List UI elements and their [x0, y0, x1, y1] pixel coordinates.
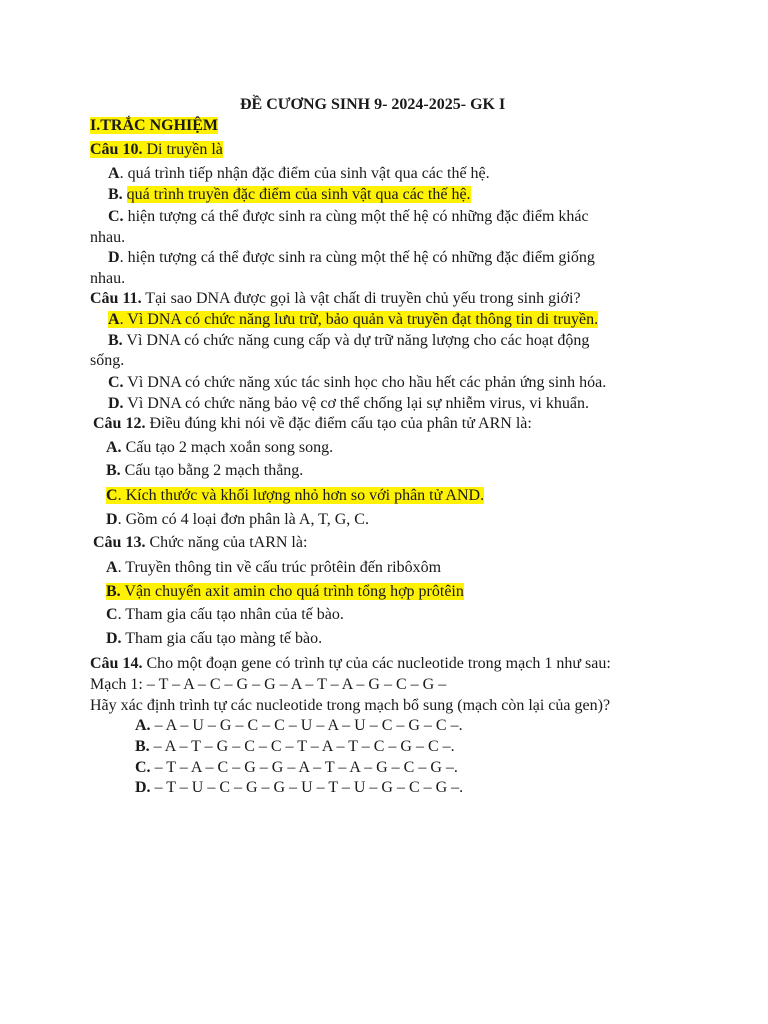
q12-option-c: C. Kích thước và khối lượng nhỏ hơn so với phân tử AND. [106, 487, 485, 504]
q11-option-a: A. Vì DNA có chức năng lưu trữ, bảo quản và truyền đạt thông tin di truyền. [108, 311, 599, 328]
q14-prompt: Hãy xác định trình tự các nucleotide trong mạch bổ sung (mạch còn lại của gen)? [90, 697, 611, 714]
q13-option-b: B. Vận chuyển axit amin cho quá trình tổng hợp prôtêin [106, 583, 464, 600]
question-10: Câu 10. Di truyền là [90, 141, 223, 158]
q11-option-d: D. Vì DNA có chức năng bảo vệ cơ thể chống lại sự nhiễm virus, vi khuẩn. [108, 395, 589, 412]
q13-option-d: D. Tham gia cấu tạo màng tế bào. [106, 630, 323, 647]
q10-option-a: A. quá trình tiếp nhận đặc điểm của sinh vật qua các thế hệ. [108, 165, 490, 182]
q10-option-c: C. hiện tượng cá thể được sinh ra cùng một thế hệ có những đặc điểm khác [108, 208, 589, 225]
section-heading: I.TRẮC NGHIỆM [90, 117, 219, 134]
question-11: Câu 11. Tại sao DNA được gọi là vật chất di truyền chủ yếu trong sinh giới? [90, 290, 581, 307]
q14-option-a: A. – A – U – G – C – C – U – A – U – C – G – C –. [135, 717, 463, 734]
q12-option-d: D. Gồm có 4 loại đơn phân là A, T, G, C. [106, 511, 369, 528]
q14-strand-1: Mạch 1: – T – A – C – G – G – A – T – A – G – C – G – [90, 676, 447, 693]
q12-option-b: B. Cấu tạo bằng 2 mạch thẳng. [106, 462, 304, 479]
page-title: ĐỀ CƯƠNG SINH 9- 2024-2025- GK I [240, 96, 506, 113]
q11-option-b-cont: sống. [90, 352, 125, 369]
q10-option-d: D. hiện tượng cá thể được sinh ra cùng một thế hệ có những đặc điểm giống [108, 249, 595, 266]
q10-option-d-cont: nhau. [90, 270, 126, 287]
q10-option-c-cont: nhau. [90, 229, 126, 246]
q11-option-c: C. Vì DNA có chức năng xúc tác sinh học cho hầu hết các phản ứng sinh hóa. [108, 374, 607, 391]
q11-option-b: B. Vì DNA có chức năng cung cấp và dự trữ năng lượng cho các hoạt động [108, 332, 590, 349]
q12-option-a: A. Cấu tạo 2 mạch xoắn song song. [106, 439, 334, 456]
q13-option-a: A. Truyền thông tin về cấu trúc prôtêin đến ribôxôm [106, 559, 442, 576]
question-13: Câu 13. Chức năng của tARN là: [93, 534, 308, 551]
q10-option-b: B. quá trình truyền đặc điểm của sinh vật qua các thế hệ. [108, 186, 471, 203]
question-14: Câu 14. Cho một đoạn gene có trình tự của các nucleotide trong mạch 1 như sau: [90, 655, 611, 672]
q13-option-c: C. Tham gia cấu tạo nhân của tế bào. [106, 606, 344, 623]
q14-option-c: C. – T – A – C – G – G – A – T – A – G – C – G –. [135, 759, 458, 776]
q14-option-d: D. – T – U – C – G – G – U – T – U – G – C – G –. [135, 779, 464, 796]
question-12: Câu 12. Điều đúng khi nói về đặc điểm cấu tạo của phân tử ARN là: [93, 415, 532, 432]
q14-option-b: B. – A – T – G – C – C – T – A – T – C – G – C –. [135, 738, 455, 755]
